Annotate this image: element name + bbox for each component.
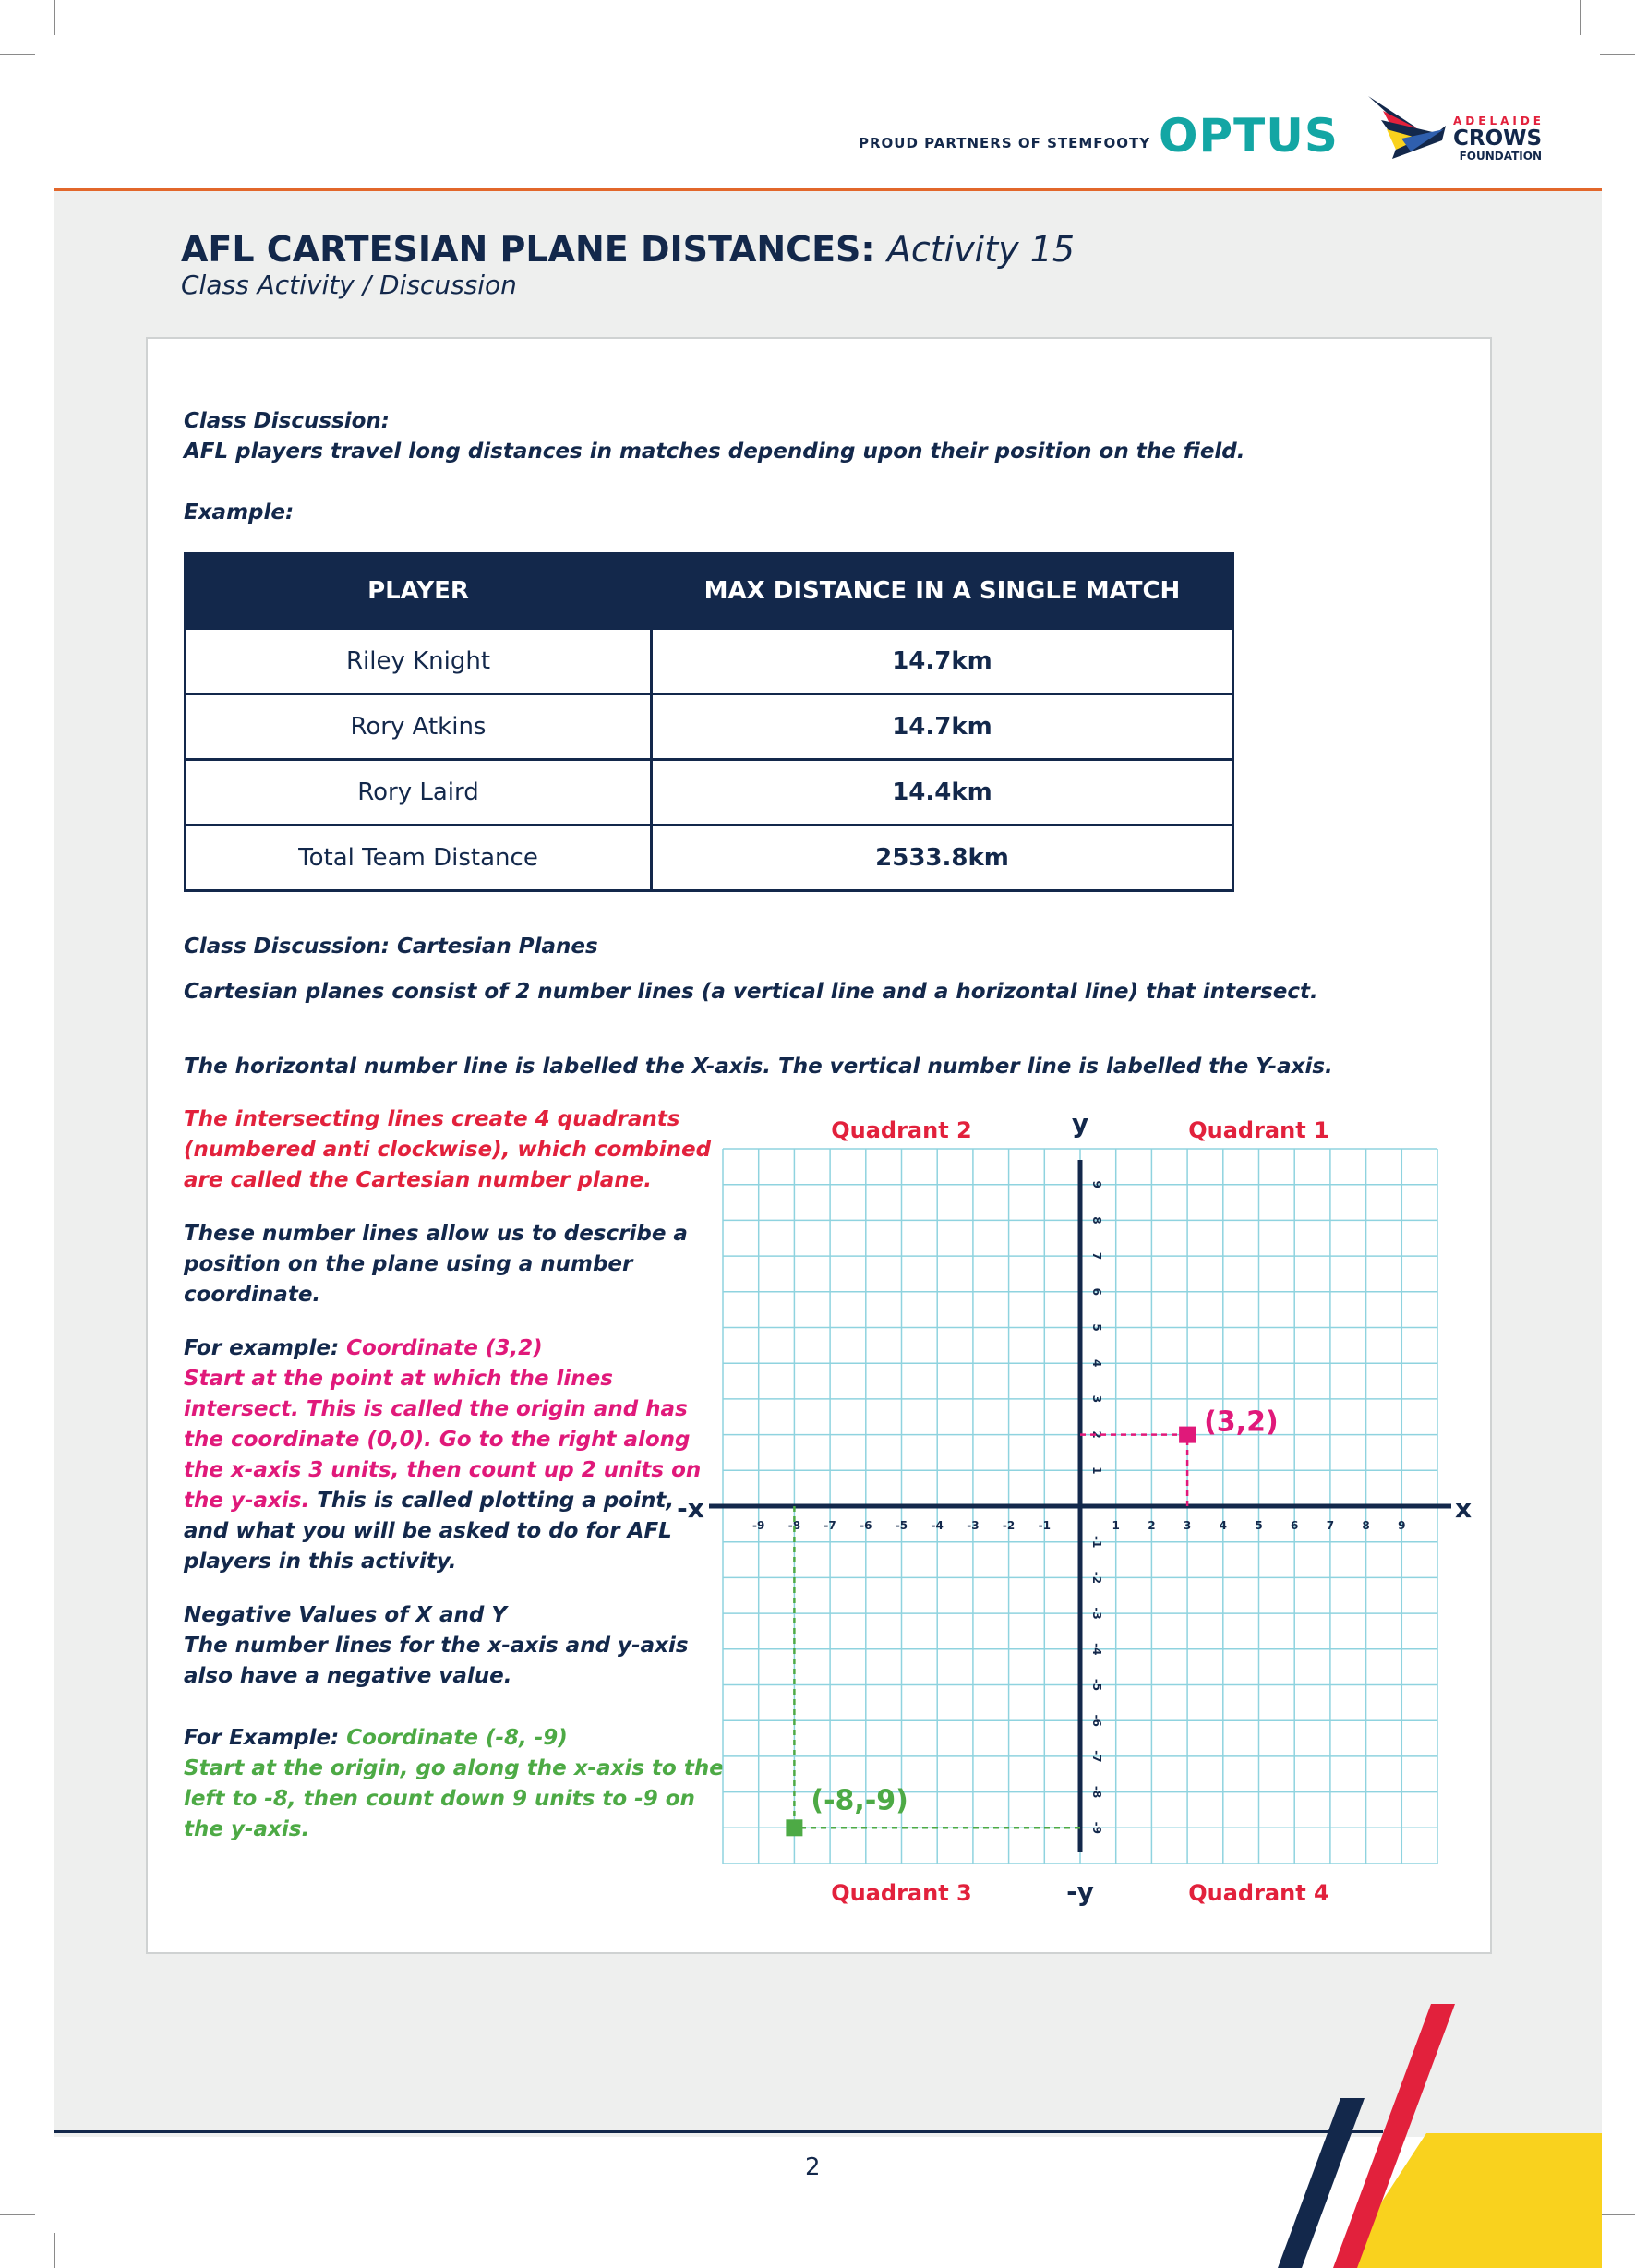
table-row xyxy=(186,629,1233,694)
data-point-label: (-8,-9) xyxy=(811,1784,908,1817)
data-point-label: (3,2) xyxy=(1204,1405,1279,1439)
example1-navy-line: players in this activity. xyxy=(184,1550,457,1574)
y-tick-label: -4 xyxy=(1090,1643,1103,1656)
crow-bird-icon xyxy=(1365,92,1449,166)
example1-text-line: intersect. This is called the origin and has xyxy=(184,1397,688,1421)
data-point xyxy=(786,1819,802,1836)
x-tick-label: -2 xyxy=(1002,1519,1016,1532)
optus-logo: OPTUS xyxy=(1159,109,1339,163)
example2-text-line: the y-axis. xyxy=(184,1817,310,1841)
example2-text-line: Start at the origin, go along the x-axis to the xyxy=(184,1756,724,1780)
data-point xyxy=(1179,1427,1196,1443)
y-tick-label: 6 xyxy=(1090,1287,1103,1296)
quadrant-3-label: Quadrant 3 xyxy=(831,1880,972,1906)
x-tick-label: -4 xyxy=(931,1519,944,1532)
x-tick-label: 2 xyxy=(1148,1519,1156,1532)
quadrant-text-line: (numbered anti clockwise), which combined xyxy=(184,1138,712,1162)
player-cell: Riley Knight xyxy=(186,629,652,694)
y-axis-label: y xyxy=(1071,1108,1089,1139)
title-main: AFL CARTESIAN PLANE DISTANCES: xyxy=(181,229,875,270)
y-tick-label: -3 xyxy=(1090,1607,1103,1620)
x-tick-label: -9 xyxy=(752,1519,765,1532)
table-header-row xyxy=(186,554,1233,629)
example1-navy-line: and what you will be asked to do for AFL xyxy=(184,1519,672,1543)
cartesian-p1: Cartesian planes consist of 2 number lines (a vertical line and a horizontal line) that intersect. xyxy=(184,980,1318,1004)
cartesian-plane-chart xyxy=(665,1099,1473,1912)
quadrant-4-label: Quadrant 4 xyxy=(1188,1880,1329,1906)
number-lines-text-line: coordinate. xyxy=(184,1283,321,1307)
neg-y-axis-label: -y xyxy=(1066,1876,1094,1907)
distance-cell: 14.7km xyxy=(652,694,1233,760)
x-tick-label: 3 xyxy=(1183,1519,1192,1532)
crop-mark xyxy=(54,2233,55,2268)
title-activity: Activity 15 xyxy=(886,229,1076,270)
distance-cell: 14.4km xyxy=(652,760,1233,826)
negative-heading: Negative Values of X and Y xyxy=(184,1603,507,1627)
player-cell: Rory Atkins xyxy=(186,694,652,760)
example1-prefix: For example: xyxy=(184,1336,340,1360)
x-axis-label: x xyxy=(1454,1493,1473,1524)
table-row xyxy=(186,760,1233,826)
x-tick-label: 1 xyxy=(1112,1519,1120,1532)
example1-text-line: the x-axis 3 units, then count up 2 units on xyxy=(184,1458,702,1482)
y-tick-label: -7 xyxy=(1090,1750,1103,1763)
crows-line1: ADELAIDE xyxy=(1453,115,1545,127)
x-tick-label: 5 xyxy=(1255,1519,1263,1532)
y-tick-label: 8 xyxy=(1090,1216,1103,1224)
example1-text-line: the coordinate (0,0). Go to the right along xyxy=(184,1428,691,1452)
x-tick-label: 8 xyxy=(1362,1519,1370,1532)
table-header-distance: MAX DISTANCE IN A SINGLE MATCH xyxy=(652,554,1233,629)
quadrant-1-label: Quadrant 1 xyxy=(1188,1117,1329,1143)
y-tick-label: -9 xyxy=(1090,1821,1103,1834)
example1-mixed-line xyxy=(184,1486,674,1516)
y-tick-label: 2 xyxy=(1090,1430,1103,1439)
x-tick-label: 6 xyxy=(1291,1519,1299,1532)
x-tick-label: -3 xyxy=(967,1519,980,1532)
example1-text-line: Start at the point at which the lines xyxy=(184,1367,613,1391)
x-tick-label: -5 xyxy=(895,1519,908,1532)
crop-mark xyxy=(1580,0,1581,35)
example-label: Example: xyxy=(184,501,295,525)
discussion-text: AFL players travel long distances in matches depending upon their position on the field. xyxy=(184,440,1245,464)
negative-text-line: also have a negative value. xyxy=(184,1664,512,1688)
x-tick-label: -6 xyxy=(860,1519,872,1532)
crop-mark xyxy=(1600,2214,1635,2215)
header-rule xyxy=(54,188,1602,191)
distance-cell: 14.7km xyxy=(652,629,1233,694)
crop-mark xyxy=(54,0,55,35)
x-tick-label: -7 xyxy=(824,1519,836,1532)
y-tick-label: -6 xyxy=(1090,1714,1103,1727)
table-header-player: PLAYER xyxy=(186,554,652,629)
y-tick-label: 3 xyxy=(1090,1394,1103,1404)
page-number: 2 xyxy=(805,2153,821,2181)
x-tick-label: 4 xyxy=(1219,1519,1227,1532)
y-tick-label: -5 xyxy=(1090,1678,1103,1692)
y-tick-label: 4 xyxy=(1090,1359,1103,1368)
x-tick-label: 7 xyxy=(1326,1519,1335,1532)
table-row xyxy=(186,694,1233,760)
number-lines-text-line: position on the plane using a number xyxy=(184,1252,633,1276)
cartesian-p2: The horizontal number line is labelled the X-axis. The vertical number line is labelled the Y-axis. xyxy=(184,1055,1333,1079)
table-row xyxy=(186,826,1233,891)
crop-mark xyxy=(0,2214,35,2215)
x-tick-label: -8 xyxy=(787,1519,801,1532)
number-lines-text-line: These number lines allow us to describe a xyxy=(184,1222,688,1246)
stripes-decoration-icon xyxy=(1246,2004,1602,2268)
negative-text-line: The number lines for the x-axis and y-axis xyxy=(184,1634,689,1658)
cartesian-heading: Class Discussion: Cartesian Planes xyxy=(184,935,598,959)
example1-line xyxy=(184,1333,543,1364)
player-cell: Total Team Distance xyxy=(186,826,652,891)
quadrant-text-line: The intersecting lines create 4 quadrants xyxy=(184,1107,680,1131)
y-tick-label: 9 xyxy=(1090,1180,1103,1188)
y-tick-label: 1 xyxy=(1090,1466,1103,1475)
crows-foundation-logo xyxy=(1453,115,1545,163)
page-title xyxy=(181,229,1075,270)
example2-prefix: For Example: xyxy=(184,1726,340,1750)
player-cell: Rory Laird xyxy=(186,760,652,826)
quadrant-2-label: Quadrant 2 xyxy=(831,1117,972,1143)
footer-rule xyxy=(54,2130,1383,2133)
example2-text-line: left to -8, then count down 9 units to -9 on xyxy=(184,1787,695,1811)
y-tick-label: -2 xyxy=(1090,1571,1103,1585)
example1-navy-end: This is called plotting a point, xyxy=(309,1489,675,1513)
y-tick-label: -1 xyxy=(1090,1536,1103,1549)
crows-line2: CROWS xyxy=(1453,127,1543,151)
x-tick-label: -1 xyxy=(1038,1519,1051,1532)
discussion-heading: Class Discussion: xyxy=(184,409,390,433)
example1-pink-end: the y-axis. xyxy=(184,1489,310,1513)
y-tick-label: 7 xyxy=(1090,1251,1103,1261)
crop-mark xyxy=(1600,54,1635,55)
example1-coord: Coordinate (3,2) xyxy=(346,1336,543,1360)
y-tick-label: 5 xyxy=(1090,1323,1103,1332)
distance-cell: 2533.8km xyxy=(652,826,1233,891)
partner-text: PROUD PARTNERS OF STEMFOOTY xyxy=(859,135,1151,151)
y-tick-label: -8 xyxy=(1090,1785,1103,1799)
distance-table xyxy=(184,552,1234,892)
example2-coord: Coordinate (-8, -9) xyxy=(346,1726,568,1750)
x-tick-label: 9 xyxy=(1398,1519,1406,1532)
page-subtitle: Class Activity / Discussion xyxy=(181,270,517,300)
crows-line3: FOUNDATION xyxy=(1459,150,1542,163)
crop-mark xyxy=(0,54,35,55)
quadrant-text-line: are called the Cartesian number plane. xyxy=(184,1168,652,1192)
neg-x-axis-label: -x xyxy=(677,1493,704,1524)
example2-line xyxy=(184,1723,568,1754)
